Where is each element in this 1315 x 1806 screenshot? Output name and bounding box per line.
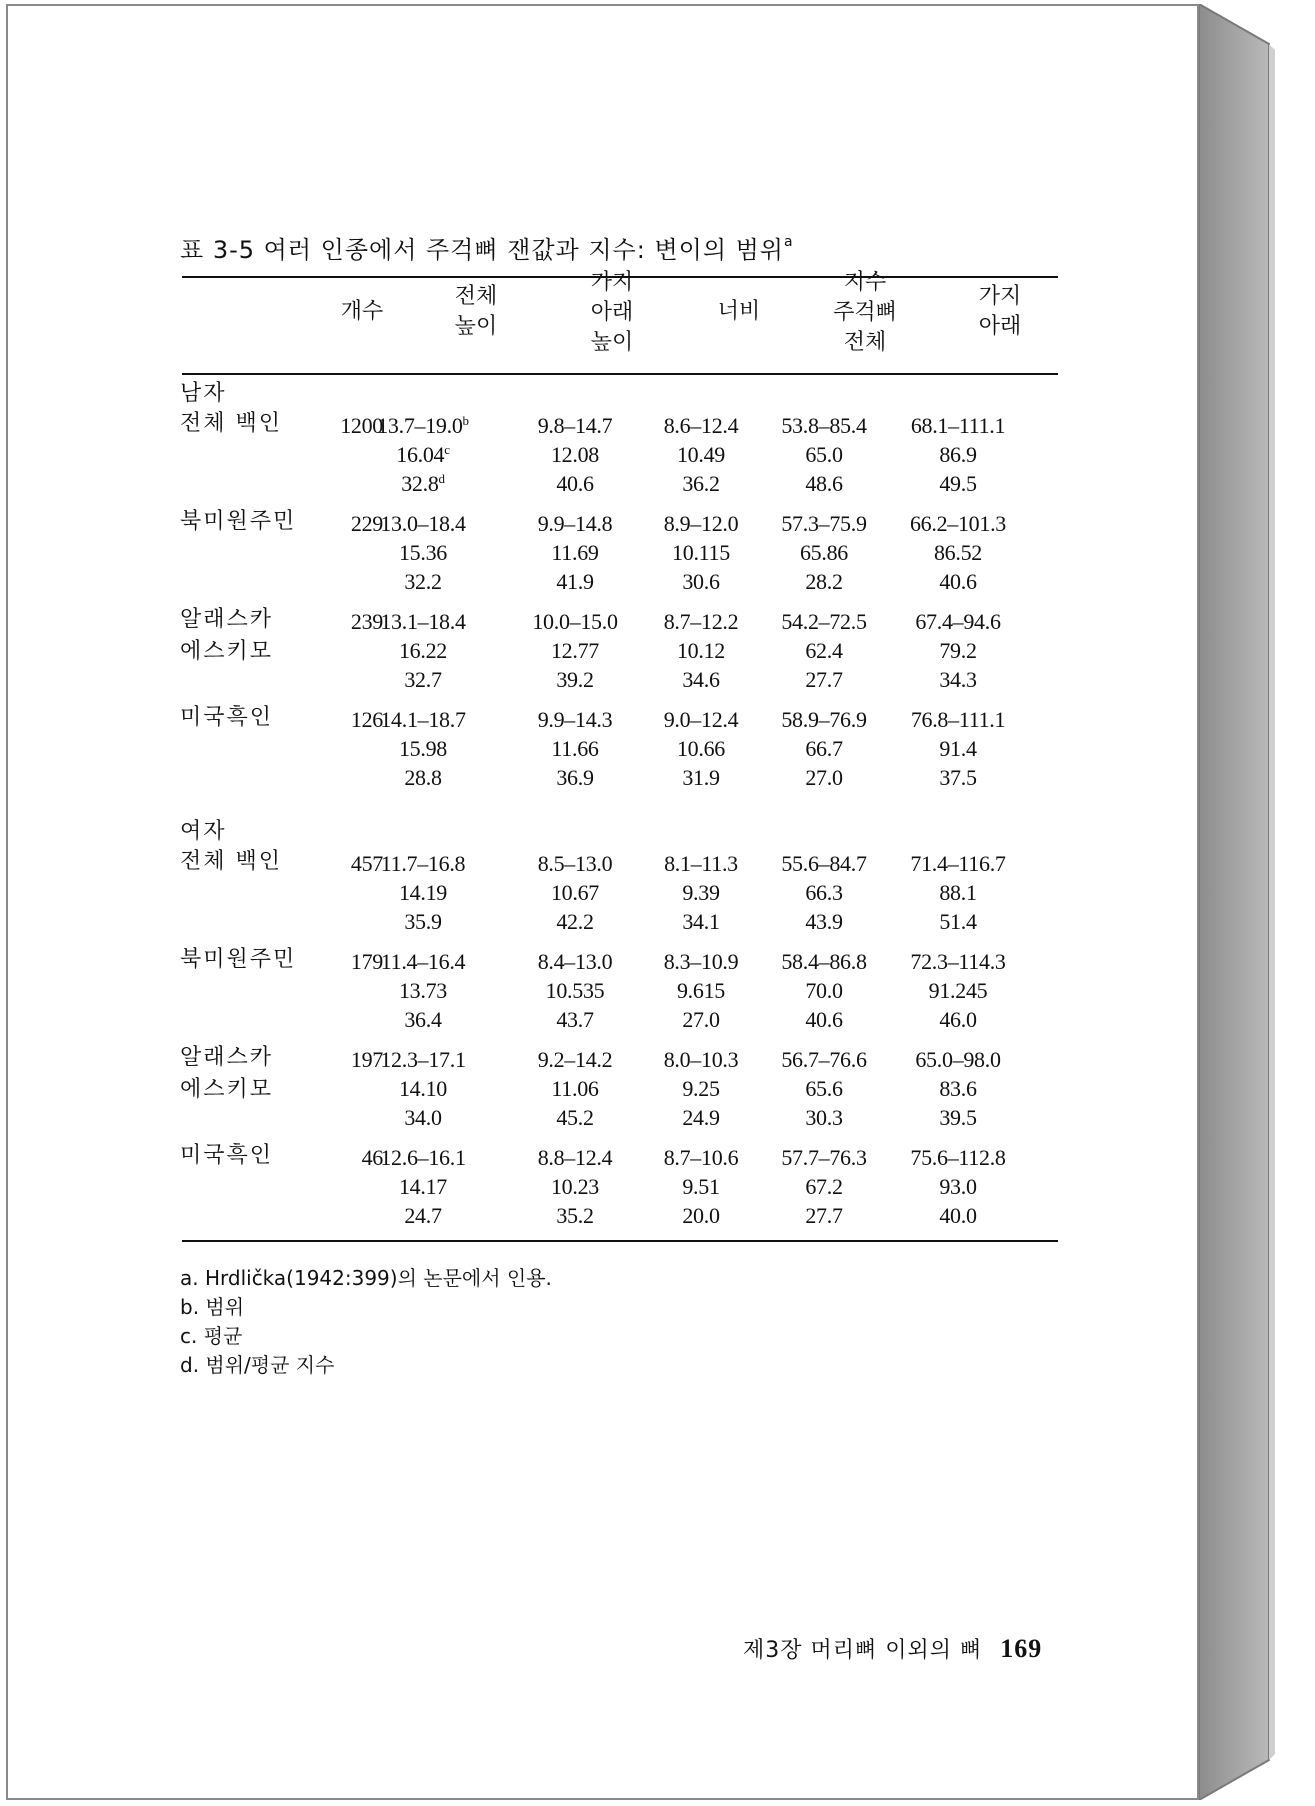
footnote: c. 평균 bbox=[180, 1324, 243, 1348]
value-cell bbox=[515, 1045, 635, 1132]
index-value: 31.9 bbox=[682, 765, 720, 790]
index-value: 20.0 bbox=[682, 1203, 720, 1228]
column-header-line: 아래 bbox=[978, 314, 1022, 339]
row-label-line: 전체 백인 bbox=[180, 411, 283, 436]
mean-value: 70.0 bbox=[805, 978, 843, 1003]
table-header-rule bbox=[182, 373, 1058, 375]
mean-value: 16.04$^c$ bbox=[396, 442, 450, 467]
index-value: 34.3 bbox=[939, 667, 977, 692]
index-value: 30.3 bbox=[805, 1105, 843, 1130]
value-cell bbox=[898, 849, 1018, 936]
running-head bbox=[743, 1633, 1042, 1664]
count-cell: 197 bbox=[350, 1047, 383, 1072]
value-cell bbox=[898, 947, 1018, 1034]
value-cell bbox=[515, 607, 635, 694]
value-cell bbox=[898, 1143, 1018, 1230]
mean-value: 65.6 bbox=[805, 1076, 843, 1101]
row-label-line: 북미원주민 bbox=[180, 509, 297, 534]
mean-value: 65.86 bbox=[799, 540, 848, 565]
index-value: 34.6 bbox=[682, 667, 720, 692]
index-value: 37.5 bbox=[939, 765, 977, 790]
page-number: 169 bbox=[1000, 1634, 1043, 1663]
mean-value: 12.77 bbox=[550, 638, 599, 663]
index-value: 40.6 bbox=[805, 1007, 843, 1032]
index-value: 51.4 bbox=[939, 909, 977, 934]
value-cell bbox=[764, 411, 884, 498]
mean-value: 9.25 bbox=[682, 1076, 720, 1101]
value-cell bbox=[515, 509, 635, 596]
table-title: 표 3-5 여러 인종에서 주걱뼈 잰값과 지수: 변이의 범위$^a$ bbox=[180, 234, 794, 264]
index-value: 35.2 bbox=[556, 1203, 594, 1228]
mean-value: 10.115 bbox=[672, 540, 730, 565]
footnote-mark: d bbox=[438, 471, 445, 486]
mean-value: 66.7 bbox=[805, 736, 843, 761]
column-header-line: 아래 bbox=[590, 300, 634, 325]
mean-value: 86.9 bbox=[939, 442, 977, 467]
column-header-line: 가지 bbox=[978, 284, 1022, 309]
index-value: 34.1 bbox=[682, 909, 720, 934]
value-cell bbox=[764, 607, 884, 694]
footnote: b. 범위 bbox=[180, 1295, 245, 1319]
index-value: 32.7 bbox=[404, 667, 442, 692]
index-value: 49.5 bbox=[939, 471, 977, 496]
range-value: 76.8–111.1 bbox=[910, 707, 1006, 732]
value-cell bbox=[641, 705, 761, 792]
column-header-line: 전체 bbox=[843, 330, 887, 355]
row-label bbox=[180, 702, 273, 734]
index-value: 28.2 bbox=[805, 569, 843, 594]
range-value: 55.6–84.7 bbox=[781, 851, 867, 876]
range-value: 68.1–111.1 bbox=[910, 413, 1006, 438]
value-cell bbox=[641, 607, 761, 694]
section-heading: 남자 bbox=[180, 381, 227, 406]
range-value: 13.0–18.4 bbox=[380, 511, 466, 536]
range-value: 11.7–16.8 bbox=[380, 851, 466, 876]
range-value: 54.2–72.5 bbox=[781, 609, 867, 634]
value-cell bbox=[641, 947, 761, 1034]
range-value: 8.3–10.9 bbox=[663, 949, 739, 974]
count-cell: 229 bbox=[350, 511, 383, 536]
page-stack-edge bbox=[1199, 4, 1315, 1800]
column-header bbox=[557, 268, 667, 358]
value-cell bbox=[515, 947, 635, 1034]
range-value: 8.9–12.0 bbox=[663, 511, 739, 536]
value-cell bbox=[363, 849, 483, 936]
value-cell bbox=[641, 849, 761, 936]
mean-value: 65.0 bbox=[805, 442, 843, 467]
index-value: 41.9 bbox=[556, 569, 594, 594]
column-header-line: 개수 bbox=[340, 299, 384, 324]
range-value: 9.9–14.8 bbox=[537, 511, 613, 536]
mean-value: 14.19 bbox=[398, 880, 447, 905]
value-cell bbox=[898, 705, 1018, 792]
mean-value: 88.1 bbox=[939, 880, 977, 905]
range-value: 12.6–16.1 bbox=[380, 1145, 466, 1170]
value-cell bbox=[363, 411, 483, 498]
value-cell bbox=[515, 849, 635, 936]
column-header-line: 높이 bbox=[454, 314, 498, 339]
value-cell bbox=[641, 1045, 761, 1132]
mean-value: 10.12 bbox=[676, 638, 725, 663]
value-cell bbox=[764, 1143, 884, 1230]
index-value: 40.0 bbox=[939, 1203, 977, 1228]
mean-value: 13.73 bbox=[398, 978, 447, 1003]
range-value: 8.1–11.3 bbox=[664, 851, 738, 876]
index-value: 27.7 bbox=[805, 667, 843, 692]
mean-value: 93.0 bbox=[939, 1174, 977, 1199]
row-label-line: 알래스카 bbox=[180, 1045, 274, 1070]
mean-value: 10.535 bbox=[545, 978, 605, 1003]
value-cell bbox=[898, 509, 1018, 596]
mean-value: 9.51 bbox=[682, 1174, 720, 1199]
index-value: 42.2 bbox=[556, 909, 594, 934]
mean-value: 11.66 bbox=[551, 736, 599, 761]
range-value: 9.2–14.2 bbox=[537, 1047, 613, 1072]
count-cell: 179 bbox=[350, 949, 383, 974]
index-value: 35.9 bbox=[404, 909, 442, 934]
range-value: 13.7–19.0$^b$ bbox=[377, 413, 469, 438]
mean-value: 14.17 bbox=[398, 1174, 447, 1199]
value-cell bbox=[764, 509, 884, 596]
row-label bbox=[180, 846, 282, 878]
count-cell: 46 bbox=[361, 1145, 383, 1170]
mean-value: 9.615 bbox=[676, 978, 725, 1003]
column-header-line: 지수 bbox=[843, 270, 887, 295]
count-cell: 239 bbox=[350, 609, 383, 634]
index-value: 39.2 bbox=[556, 667, 594, 692]
index-value: 27.0 bbox=[682, 1007, 720, 1032]
range-value: 9.0–12.4 bbox=[663, 707, 739, 732]
value-cell bbox=[515, 1143, 635, 1230]
column-header bbox=[684, 297, 794, 327]
value-cell bbox=[363, 509, 483, 596]
value-cell bbox=[898, 1045, 1018, 1132]
range-value: 66.2–101.3 bbox=[909, 511, 1006, 536]
range-value: 58.9–76.9 bbox=[781, 707, 867, 732]
footnote-mark: c bbox=[444, 442, 450, 457]
mean-value: 79.2 bbox=[939, 638, 977, 663]
row-label bbox=[180, 944, 296, 976]
mean-value: 67.2 bbox=[805, 1174, 843, 1199]
mean-value: 11.69 bbox=[551, 540, 599, 565]
value-cell bbox=[898, 607, 1018, 694]
value-cell bbox=[515, 705, 635, 792]
mean-value: 9.39 bbox=[682, 880, 720, 905]
column-header-line: 주걱뼈 bbox=[833, 300, 897, 325]
value-cell bbox=[898, 411, 1018, 498]
footnote: d. 범위/평균 지수 bbox=[180, 1353, 335, 1377]
row-label bbox=[180, 604, 273, 668]
column-header-line: 가지 bbox=[590, 270, 634, 295]
count-cell: 126 bbox=[350, 707, 383, 732]
column-header-line: 높이 bbox=[590, 330, 634, 355]
value-cell bbox=[363, 1045, 483, 1132]
table-bottom-rule bbox=[182, 1240, 1058, 1242]
book-page bbox=[6, 4, 1199, 1800]
index-value: 24.9 bbox=[682, 1105, 720, 1130]
value-cell bbox=[641, 509, 761, 596]
range-value: 8.0–10.3 bbox=[663, 1047, 739, 1072]
index-value: 36.2 bbox=[682, 471, 720, 496]
index-value: 32.8$^d$ bbox=[401, 471, 445, 496]
mean-value: 86.52 bbox=[933, 540, 982, 565]
row-label-line: 에스키모 bbox=[180, 639, 274, 664]
mean-value: 91.4 bbox=[939, 736, 977, 761]
footnote-mark: b bbox=[462, 413, 469, 428]
index-value: 30.6 bbox=[682, 569, 720, 594]
row-label bbox=[180, 506, 296, 538]
section-heading: 여자 bbox=[180, 819, 227, 844]
mean-value: 15.98 bbox=[398, 736, 447, 761]
value-cell bbox=[764, 849, 884, 936]
footnote: a. Hrdlička(1942:399)의 논문에서 인용. bbox=[180, 1266, 552, 1290]
column-header-line: 전체 bbox=[454, 284, 498, 309]
mean-value: 16.22 bbox=[398, 638, 447, 663]
index-value: 39.5 bbox=[939, 1105, 977, 1130]
mean-value: 66.3 bbox=[805, 880, 843, 905]
column-header-line: 너비 bbox=[717, 299, 761, 324]
range-value: 8.7–12.2 bbox=[663, 609, 739, 634]
column-header bbox=[945, 282, 1055, 342]
index-value: 43.7 bbox=[556, 1007, 594, 1032]
row-label-line: 알래스카 bbox=[180, 607, 274, 632]
row-label-line: 북미원주민 bbox=[180, 947, 297, 972]
mean-value: 62.4 bbox=[805, 638, 843, 663]
range-value: 9.9–14.3 bbox=[537, 707, 613, 732]
index-value: 40.6 bbox=[556, 471, 594, 496]
range-value: 58.4–86.8 bbox=[781, 949, 867, 974]
index-value: 46.0 bbox=[939, 1007, 977, 1032]
range-value: 8.6–12.4 bbox=[663, 413, 739, 438]
mean-value: 10.67 bbox=[550, 880, 599, 905]
mean-value: 12.08 bbox=[550, 442, 599, 467]
range-value: 65.0–98.0 bbox=[915, 1047, 1001, 1072]
index-value: 24.7 bbox=[404, 1203, 442, 1228]
index-value: 27.7 bbox=[805, 1203, 843, 1228]
range-value: 72.3–114.3 bbox=[910, 949, 1006, 974]
mean-value: 10.23 bbox=[550, 1174, 599, 1199]
range-value: 75.6–112.8 bbox=[910, 1145, 1006, 1170]
count-cell: 1200 bbox=[340, 413, 383, 438]
value-cell bbox=[515, 411, 635, 498]
value-cell bbox=[363, 1143, 483, 1230]
value-cell bbox=[363, 947, 483, 1034]
row-label bbox=[180, 1140, 273, 1172]
row-label bbox=[180, 408, 282, 440]
mean-value: 14.10 bbox=[398, 1076, 447, 1101]
range-value: 13.1–18.4 bbox=[380, 609, 466, 634]
range-value: 11.4–16.4 bbox=[380, 949, 466, 974]
mean-value: 15.36 bbox=[398, 540, 447, 565]
range-value: 8.4–13.0 bbox=[537, 949, 613, 974]
column-header bbox=[421, 282, 531, 342]
count-cell: 457 bbox=[350, 851, 383, 876]
row-label bbox=[180, 1042, 273, 1106]
column-header bbox=[810, 268, 920, 358]
row-label-line: 미국흑인 bbox=[180, 705, 274, 730]
value-cell bbox=[764, 1045, 884, 1132]
row-label-line: 미국흑인 bbox=[180, 1143, 274, 1168]
index-value: 28.8 bbox=[404, 765, 442, 790]
range-value: 53.8–85.4 bbox=[781, 413, 867, 438]
index-value: 27.0 bbox=[805, 765, 843, 790]
index-value: 34.0 bbox=[404, 1105, 442, 1130]
value-cell bbox=[641, 1143, 761, 1230]
range-value: 10.0–15.0 bbox=[532, 609, 618, 634]
index-value: 36.4 bbox=[404, 1007, 442, 1032]
index-value: 40.6 bbox=[939, 569, 977, 594]
range-value: 71.4–116.7 bbox=[910, 851, 1006, 876]
range-value: 8.7–10.6 bbox=[663, 1145, 739, 1170]
range-value: 67.4–94.6 bbox=[915, 609, 1001, 634]
range-value: 57.3–75.9 bbox=[781, 511, 867, 536]
range-value: 12.3–17.1 bbox=[380, 1047, 466, 1072]
index-value: 45.2 bbox=[556, 1105, 594, 1130]
value-cell bbox=[641, 411, 761, 498]
range-value: 8.5–13.0 bbox=[537, 851, 613, 876]
index-value: 32.2 bbox=[404, 569, 442, 594]
mean-value: 83.6 bbox=[939, 1076, 977, 1101]
range-value: 56.7–76.6 bbox=[781, 1047, 867, 1072]
range-value: 57.7–76.3 bbox=[781, 1145, 867, 1170]
mean-value: 91.245 bbox=[928, 978, 988, 1003]
row-label-line: 전체 백인 bbox=[180, 849, 283, 874]
index-value: 43.9 bbox=[805, 909, 843, 934]
column-header bbox=[307, 297, 417, 327]
value-cell bbox=[363, 607, 483, 694]
range-value: 9.8–14.7 bbox=[537, 413, 613, 438]
mean-value: 10.49 bbox=[676, 442, 725, 467]
chapter-title: 제3장 머리뼈 이외의 뼈 bbox=[743, 1638, 983, 1663]
range-value: 14.1–18.7 bbox=[380, 707, 466, 732]
index-value: 36.9 bbox=[556, 765, 594, 790]
range-value: 8.8–12.4 bbox=[537, 1145, 613, 1170]
value-cell bbox=[764, 947, 884, 1034]
index-value: 48.6 bbox=[805, 471, 843, 496]
value-cell bbox=[764, 705, 884, 792]
mean-value: 11.06 bbox=[551, 1076, 599, 1101]
mean-value: 10.66 bbox=[676, 736, 725, 761]
value-cell bbox=[363, 705, 483, 792]
row-label-line: 에스키모 bbox=[180, 1077, 274, 1102]
